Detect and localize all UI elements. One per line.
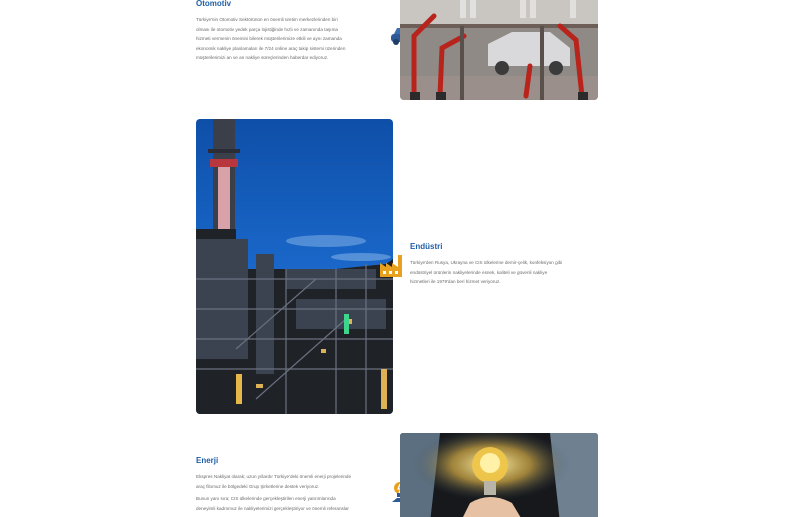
automotive-factory-photo	[400, 0, 598, 100]
industry-plant-photo	[196, 119, 393, 414]
industry-title: Endüstri	[410, 242, 443, 251]
automotive-title: Otomotiv	[196, 0, 232, 8]
factory-icon	[378, 253, 404, 279]
energy-title: Enerji	[196, 456, 219, 465]
energy-text: Ekspres Nakliyat olarak; uzun yıllardır Türkiye'deki önemli enerji projelerinde araç filomuz ile bölgedeki Grup Şirketlerine destek veriyoruz. Bunun yanı sıra; CIS ülkelerinde gerçekleştirilen enerji yatırımlarında deneyimli kadromuz ile nakliyelerimizi gerçekleştiriyor ve önemli referanslar	[196, 474, 352, 511]
energy-lightbulb-photo	[400, 433, 598, 517]
automotive-text: Türkiye'nin Otomotiv Sektörünün en önemli üretim merkezlerinden biri olması ile otomotiv yedek parça lojistiğinde hızlı ve zamanında taşıma hizmeti vermenin önemini bilerek müşterilerimize etkili ve aynı zamanda ekonomik nakliye planlamaları ile 7/24 online araç takip sistemi üzerinden müşterilerimizi an ve an nakliye süreçlerinden haberdar ediyoruz.	[196, 17, 346, 60]
industry-text: Türkiye'den Rusya, Ukrayna ve CIS ülkelerine demir-çelik, konfeksiyon gibi endüstriyel ürünlerin nakliyelerinde esnek, kaliteli ve güvenli nakliye hizmetleri ile 1979'dan beri hizmet veriyoruz.	[410, 260, 563, 284]
